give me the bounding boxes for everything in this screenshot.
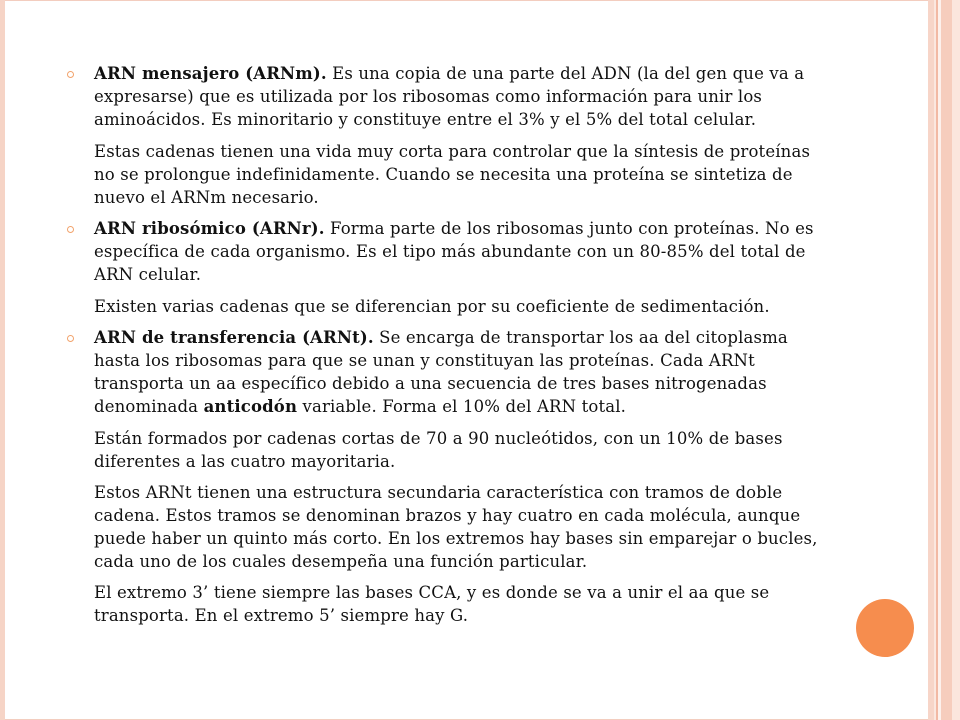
list-item-arnm xyxy=(66,62,836,209)
slide-body xyxy=(66,62,836,635)
arnt-extra-2: Estos ARNt tienen una estructura secundaria característica con tramos de doble cadena. Estos tramos se denominan brazos y hay cuatro en cada molécula, aunque puede haber un quinto más corto. En los extremos hay bases sin emparejar o bucles, cada uno de los cuales desempeña una función particular. xyxy=(94,483,818,571)
decorative-stripes xyxy=(928,0,960,720)
arnr-text: Forma parte de los ribosomas junto con proteínas. No es específica de cada organismo. Es el tipo más abundante con un 80-85% del total de ARN celular. xyxy=(94,219,814,284)
arnm-title: ARN mensajero (ARNm). xyxy=(94,64,327,83)
arnt-title: ARN de transferencia (ARNt). xyxy=(94,328,374,347)
bullet-icon xyxy=(67,71,74,78)
decorative-circle xyxy=(856,599,914,657)
arnm-definition xyxy=(94,62,836,131)
slide-left-edge xyxy=(0,0,5,720)
bullet-icon xyxy=(67,335,74,342)
list-item-arnt xyxy=(66,326,836,627)
arnt-text-before: Se encarga de transportar los aa del citoplasma hasta los ribosomas para que se unan y constituyan las proteínas. Cada ARNt transporta un aa específico debido a una secuencia de tres bases nitrogenadas denominada xyxy=(94,328,788,416)
arnm-text: Es una copia de una parte del ADN (la del gen que va a expresarse) que es utilizada por los ribosomas como información para unir los aminoácidos. Es minoritario y constituye entre el 3% y el 5% del total celular. xyxy=(94,64,805,129)
arnt-extra-1: Están formados por cadenas cortas de 70 a 90 nucleótidos, con un 10% de bases diferentes a las cuatro mayoritaria. xyxy=(94,429,783,471)
arnr-title: ARN ribosómico (ARNr). xyxy=(94,219,325,238)
bullet-icon xyxy=(67,226,74,233)
arnr-extra: Existen varias cadenas que se diferencian por su coeficiente de sedimentación. xyxy=(94,297,770,316)
arnt-extra-3: El extremo 3’ tiene siempre las bases CCA, y es donde se va a unir el aa que se transporta. En el extremo 5’ siempre hay G. xyxy=(94,583,770,625)
arnt-definition xyxy=(94,326,836,418)
arnt-text-after: variable. Forma el 10% del ARN total. xyxy=(297,397,627,416)
arnt-bold-term: anticodón xyxy=(203,397,298,416)
list-item-arnr xyxy=(66,217,836,318)
arnm-extra: Estas cadenas tienen una vida muy corta para controlar que la síntesis de proteínas no se prolongue indefinidamente. Cuando se necesita una proteína se sintetiza de nuevo el ARNm necesario. xyxy=(94,142,811,207)
arnr-definition xyxy=(94,217,836,286)
